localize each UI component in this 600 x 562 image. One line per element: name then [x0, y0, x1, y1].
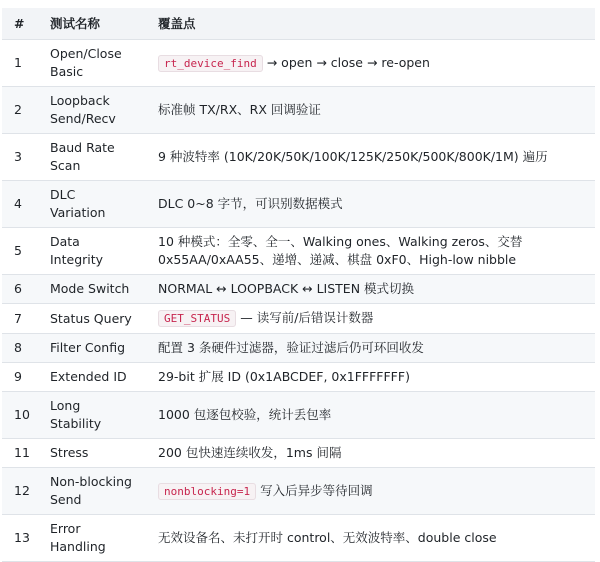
row-number: 6 — [2, 275, 38, 304]
row-coverage — [146, 304, 595, 334]
table-row — [2, 134, 595, 181]
row-test-name: Non-blocking Send — [38, 468, 146, 515]
row-test-name: Long Stability — [38, 392, 146, 439]
row-number: 4 — [2, 181, 38, 228]
table-row — [2, 468, 595, 515]
table-row — [2, 392, 595, 439]
row-coverage: 29-bit 扩展 ID (0x1ABCDEF, 0x1FFFFFFF) — [146, 363, 595, 392]
row-number: 5 — [2, 228, 38, 275]
table-row — [2, 228, 595, 275]
row-test-name: Error Handling — [38, 515, 146, 562]
row-coverage: 9 种波特率 (10K/20K/50K/100K/125K/250K/500K/800K/1M) 遍历 — [146, 134, 595, 181]
inline-code: GET_STATUS — [158, 310, 236, 327]
header-test-name: 测试名称 — [38, 8, 146, 40]
row-number: 8 — [2, 334, 38, 363]
row-test-name: Loopback Send/Recv — [38, 87, 146, 134]
row-test-name: Status Query — [38, 304, 146, 334]
coverage-text: → open → close → re-open — [266, 54, 430, 70]
row-test-name: Baud Rate Scan — [38, 134, 146, 181]
row-number: 7 — [2, 304, 38, 334]
coverage-text: 写入后异步等待回调 — [260, 482, 373, 498]
table-row — [2, 363, 595, 392]
inline-code: rt_device_find — [158, 55, 263, 72]
row-number: 1 — [2, 40, 38, 87]
row-test-name: Data Integrity — [38, 228, 146, 275]
row-number: 11 — [2, 439, 38, 468]
row-coverage: 标准帧 TX/RX、RX 回调验证 — [146, 87, 595, 134]
row-number: 13 — [2, 515, 38, 562]
row-coverage: 无效设备名、未打开时 control、无效波特率、double close — [146, 515, 595, 562]
row-number: 9 — [2, 363, 38, 392]
row-coverage: DLC 0~8 字节，可识别数据模式 — [146, 181, 595, 228]
test-table-container — [2, 8, 595, 562]
row-coverage: 配置 3 条硬件过滤器，验证过滤后仍可环回收发 — [146, 334, 595, 363]
row-test-name: Stress — [38, 439, 146, 468]
coverage-text: — 读写前/后错误计数器 — [240, 310, 374, 325]
table-row — [2, 87, 595, 134]
test-table — [2, 8, 595, 562]
table-row — [2, 334, 595, 363]
row-test-name: Mode Switch — [38, 275, 146, 304]
row-number: 12 — [2, 468, 38, 515]
row-coverage: NORMAL ↔ LOOPBACK ↔ LISTEN 模式切换 — [146, 275, 595, 304]
table-row — [2, 304, 595, 334]
row-coverage: 200 包快速连续收发，1ms 间隔 — [146, 439, 595, 468]
table-row — [2, 181, 595, 228]
table-row — [2, 439, 595, 468]
inline-code: nonblocking=1 — [158, 483, 256, 500]
row-coverage: 1000 包逐包校验，统计丢包率 — [146, 392, 595, 439]
row-test-name: Extended ID — [38, 363, 146, 392]
row-coverage — [146, 468, 595, 515]
table-row — [2, 275, 595, 304]
row-test-name: DLC Variation — [38, 181, 146, 228]
row-number: 2 — [2, 87, 38, 134]
table-header-row — [2, 8, 595, 40]
header-number: # — [2, 8, 38, 40]
table-row — [2, 515, 595, 562]
table-row — [2, 40, 595, 87]
row-test-name: Open/Close Basic — [38, 40, 146, 87]
row-number: 3 — [2, 134, 38, 181]
row-coverage — [146, 40, 595, 87]
row-coverage: 10 种模式：全零、全一、Walking ones、Walking zeros、交替 0x55AA/0xAA55、递增、递减、棋盘 0xF0、High-low nibble — [146, 228, 595, 275]
row-number: 10 — [2, 392, 38, 439]
header-coverage: 覆盖点 — [146, 8, 595, 40]
row-test-name: Filter Config — [38, 334, 146, 363]
